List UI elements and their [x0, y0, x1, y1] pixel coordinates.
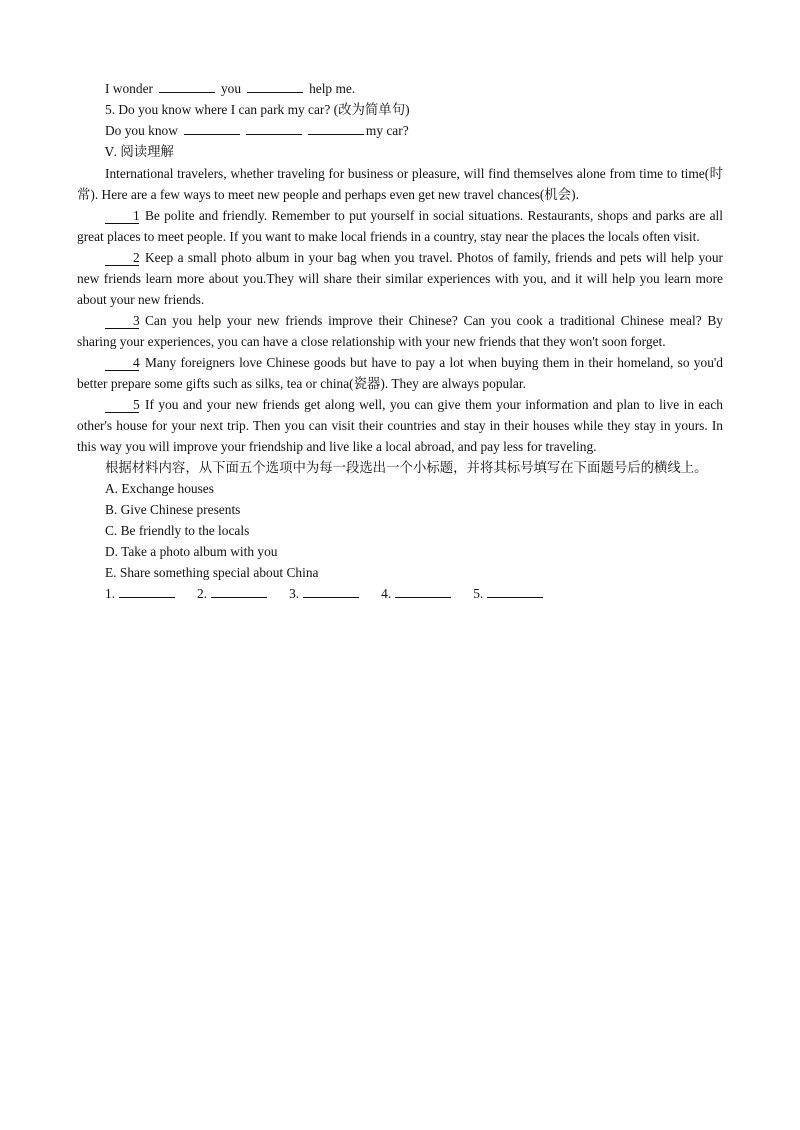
answer-blank[interactable]	[303, 585, 359, 598]
question-5-line: 5. Do you know where I can park my car? (改为简单句)	[105, 102, 410, 117]
option-item: D. Take a photo album with you	[105, 544, 278, 559]
question-4-line	[77, 78, 723, 99]
reading-paragraphs	[77, 205, 723, 457]
paragraph-text: If you and your new friends get along well, you can give them your information and plan to live in each other's house for your next trip. Then you can visit their countries and stay in their houses while they stay in yours. In this way you will improve your friendship and live like a local abroad, and pay less for traveling.	[77, 397, 723, 454]
q4-text-2: you	[220, 81, 242, 96]
paragraph-number-blank[interactable]: 3	[105, 314, 139, 329]
paragraph-text: Many foreigners love Chinese goods but have to pay a lot when buying them in their homeland, so you'd better prepare some gifts such as silks, tea or china(瓷器). They are always popular.	[77, 355, 723, 391]
section-title	[77, 141, 723, 163]
option-item: A. Exchange houses	[105, 481, 214, 496]
option-item: C. Be friendly to the locals	[105, 523, 250, 538]
options-list	[77, 478, 723, 583]
question-5-answer-line	[77, 120, 723, 141]
reading-paragraph	[77, 310, 723, 352]
answer-blank[interactable]	[395, 585, 451, 598]
reading-paragraph	[77, 205, 723, 247]
section-roman-numeral: Ⅴ	[105, 145, 114, 159]
instruction-text: 根据材料内容，从下面五个选项中为每一段选出一个小标题，并将其标号填写在下面题号后的横线上。	[105, 460, 708, 475]
answer-item	[289, 586, 359, 601]
option-item: E. Share something special about China	[105, 565, 319, 580]
q5-answer-end: my car?	[365, 123, 409, 138]
answer-blank[interactable]	[487, 585, 543, 598]
answer-number: 4.	[381, 586, 392, 601]
paragraph-number-blank[interactable]: 4	[105, 356, 139, 371]
option-item: B. Give Chinese presents	[105, 502, 241, 517]
answer-blank[interactable]	[211, 585, 267, 598]
q4-text-1: I wonder	[105, 81, 153, 96]
fill-blank[interactable]	[246, 122, 302, 135]
answer-blank[interactable]	[119, 585, 175, 598]
answer-number: 2.	[197, 586, 208, 601]
reading-paragraph	[77, 352, 723, 394]
answer-number: 1.	[105, 586, 116, 601]
fill-blank[interactable]	[308, 122, 364, 135]
paragraph-text: Be polite and friendly. Remember to put yourself in social situations. Restaurants, shops and parks are all great places to meet people. If you want to make local friends in a country, stay near the places the locals often visit.	[77, 208, 723, 244]
fill-blank[interactable]	[184, 122, 240, 135]
reading-paragraph	[77, 394, 723, 457]
answer-item	[473, 586, 543, 601]
exercise-content	[77, 78, 723, 604]
q4-text-3: help me.	[309, 81, 356, 96]
fill-blank[interactable]	[159, 80, 215, 93]
answer-number: 3.	[289, 586, 300, 601]
reading-paragraph	[77, 247, 723, 310]
paragraph-number-blank[interactable]: 1	[105, 209, 139, 224]
fill-blank[interactable]	[247, 80, 303, 93]
paragraph-text: Can you help your new friends improve their Chinese? Can you cook a traditional Chinese meal? By sharing your experiences, you can have a close relationship with your new friends that they won't soon forget.	[77, 313, 723, 349]
intro-paragraph: International travelers, whether traveling for business or pleasure, will find themselves alone from time to time(时常). Here are a few ways to meet new people and perhaps even get new travel chances(机会).	[77, 166, 723, 202]
q5-answer-start: Do you know	[105, 123, 178, 138]
section-title-text: . 阅读理解	[113, 144, 174, 159]
answer-item	[381, 586, 451, 601]
paragraph-text: Keep a small photo album in your bag when you travel. Photos of family, friends and pets will help your new friends learn more about you.They will share their similar experiences with you, and it will help you learn more about your new friends.	[77, 250, 723, 307]
answer-item	[105, 586, 175, 601]
answer-line	[77, 583, 723, 604]
answer-number: 5.	[473, 586, 484, 601]
paragraph-number-blank[interactable]: 5	[105, 398, 139, 413]
paragraph-number-blank[interactable]: 2	[105, 251, 139, 266]
answer-item	[197, 586, 267, 601]
